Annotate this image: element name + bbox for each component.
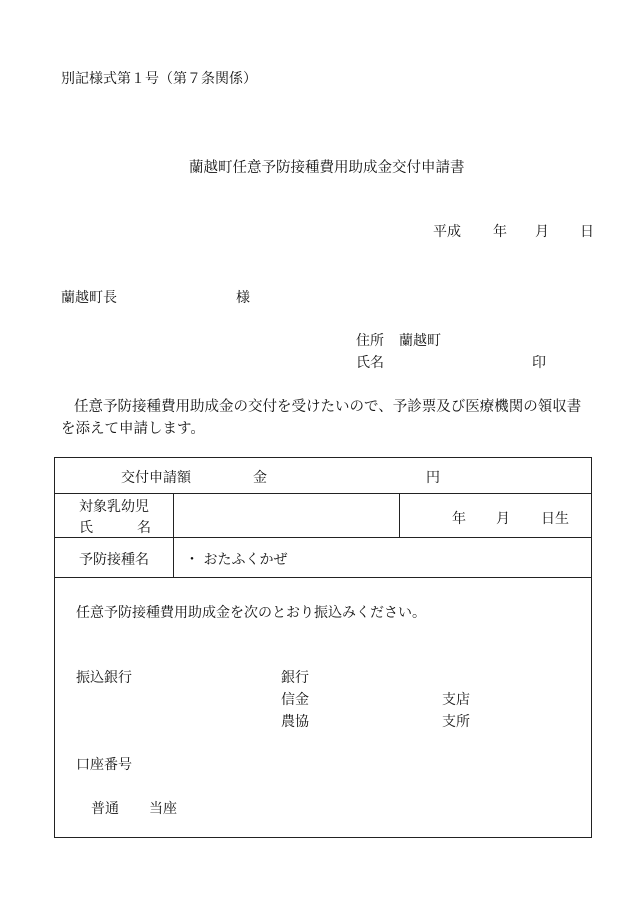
bank-type-agricultural-coop: 農協 xyxy=(281,714,309,730)
addressee-honorific: 様 xyxy=(236,290,250,306)
date-day: 日 xyxy=(580,224,594,240)
date-year: 年 xyxy=(493,224,507,240)
bank-type-bank: 銀行 xyxy=(281,670,309,686)
child-name-label-b: 名 xyxy=(137,520,151,536)
birth-month: 月 xyxy=(496,511,510,527)
row-divider xyxy=(55,493,591,494)
addressee-name: 蘭越町長 xyxy=(61,290,117,306)
date-month: 月 xyxy=(535,224,549,240)
application-text-line-2: を添えて申請します。 xyxy=(61,421,205,437)
account-type-ordinary: 普通 xyxy=(91,801,119,817)
application-table xyxy=(54,457,592,838)
birth-year: 年 xyxy=(452,511,466,527)
column-divider xyxy=(173,493,174,577)
vaccine-value: ・ おたふくかぜ xyxy=(185,552,288,568)
name-label: 氏名 xyxy=(356,355,384,371)
form-reference: 別記様式第１号（第７条関係） xyxy=(61,71,257,87)
amount-unit: 円 xyxy=(426,470,440,486)
transfer-request-text: 任意予防接種費用助成金を次のとおり振込みください。 xyxy=(76,605,426,621)
row-divider xyxy=(55,537,591,538)
row-divider xyxy=(55,577,591,578)
application-text-line-1: 任意予防接種費用助成金の交付を受けたいので、予診票及び医療機関の領収書 xyxy=(74,399,582,415)
amount-prefix: 金 xyxy=(253,470,267,486)
amount-label: 交付申請額 xyxy=(121,470,191,486)
seal-mark: 印 xyxy=(532,355,546,371)
birth-day: 日生 xyxy=(541,511,569,527)
form-title: 蘭越町任意予防接種費用助成金交付申請書 xyxy=(189,160,465,176)
account-number-label: 口座番号 xyxy=(76,757,132,773)
vaccine-label: 予防接種名 xyxy=(79,552,149,568)
column-divider xyxy=(399,493,400,537)
bank-label: 振込銀行 xyxy=(76,670,132,686)
address-value: 蘭越町 xyxy=(399,333,441,349)
child-label: 対象乳幼児 xyxy=(79,499,149,515)
branch-type-office: 支所 xyxy=(442,714,470,730)
bank-type-credit-union: 信金 xyxy=(281,692,309,708)
account-type-current: 当座 xyxy=(149,801,177,817)
child-name-label-a: 氏 xyxy=(79,520,93,536)
date-era: 平成 xyxy=(433,224,461,240)
address-label: 住所 xyxy=(356,333,384,349)
branch-type-branch: 支店 xyxy=(442,692,470,708)
